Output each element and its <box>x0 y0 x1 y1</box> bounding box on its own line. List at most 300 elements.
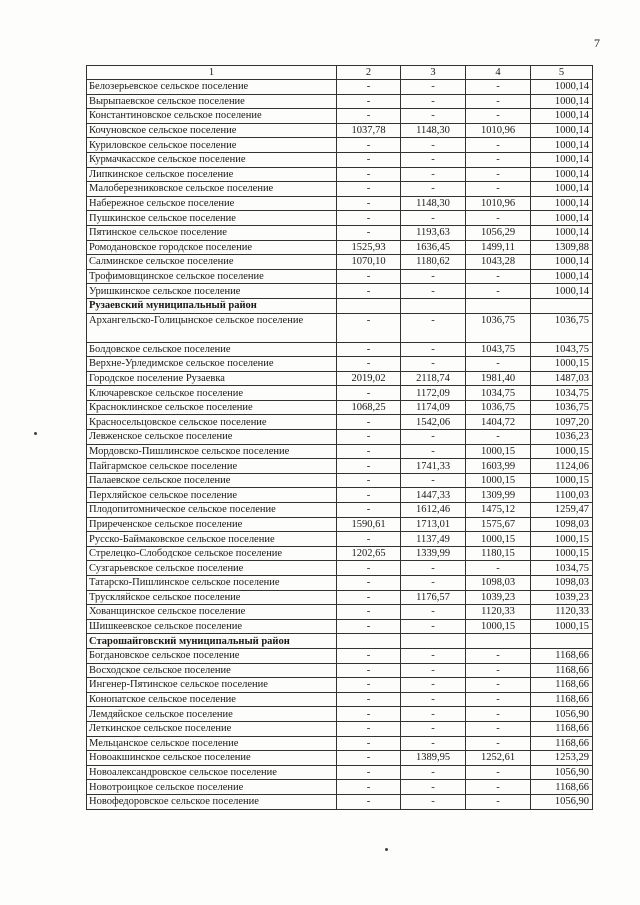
value-col-3-cell: - <box>401 80 466 95</box>
value-col-4-cell: 1475,12 <box>466 503 531 518</box>
value-col-2-cell: 1070,10 <box>337 255 401 270</box>
value-col-3-cell: - <box>401 663 466 678</box>
table-row <box>87 503 593 518</box>
value-col-2-cell: - <box>337 605 401 620</box>
empty-cell <box>337 298 401 313</box>
table-body <box>87 66 593 810</box>
value-col-5-cell: 1000,14 <box>531 80 593 95</box>
value-col-3-cell: - <box>401 736 466 751</box>
value-col-3-cell: - <box>401 721 466 736</box>
value-col-4-cell: 1575,67 <box>466 517 531 532</box>
table-row <box>87 109 593 124</box>
value-col-2-cell: - <box>337 780 401 795</box>
value-col-2-cell: - <box>337 430 401 445</box>
value-col-4-cell: 1036,75 <box>466 400 531 415</box>
value-col-4-cell: - <box>466 269 531 284</box>
value-col-4-cell: 1309,99 <box>466 488 531 503</box>
table-row <box>87 211 593 226</box>
value-col-5-cell: 1000,14 <box>531 255 593 270</box>
value-col-2-cell: - <box>337 415 401 430</box>
value-col-4-cell: 1043,28 <box>466 255 531 270</box>
value-col-2-cell: - <box>337 182 401 197</box>
value-col-4-cell: - <box>466 780 531 795</box>
district-name-cell: Старошайговский муниципальный район <box>87 634 337 649</box>
value-col-3-cell: - <box>401 576 466 591</box>
value-col-5-cell: 1000,14 <box>531 138 593 153</box>
value-col-5-cell: 1098,03 <box>531 517 593 532</box>
value-col-2-cell: 2019,02 <box>337 371 401 386</box>
value-col-5-cell: 1000,14 <box>531 123 593 138</box>
value-col-5-cell: 1036,75 <box>531 313 593 342</box>
table-row <box>87 94 593 109</box>
value-col-5-cell: 1036,23 <box>531 430 593 445</box>
value-col-3-cell: - <box>401 707 466 722</box>
value-col-5-cell: 1100,03 <box>531 488 593 503</box>
value-col-3-cell: 1447,33 <box>401 488 466 503</box>
value-col-2-cell: - <box>337 138 401 153</box>
settlement-name-cell: Богдановское сельское поселение <box>87 648 337 663</box>
value-col-4-cell: - <box>466 94 531 109</box>
value-col-4-cell: - <box>466 357 531 372</box>
table-row <box>87 459 593 474</box>
value-col-3-cell: 1339,99 <box>401 546 466 561</box>
value-col-2-cell: - <box>337 678 401 693</box>
value-col-3-cell: - <box>401 94 466 109</box>
header-col-5: 5 <box>531 66 593 80</box>
value-col-3-cell: - <box>401 692 466 707</box>
settlement-name-cell: Мельцанское сельское поселение <box>87 736 337 751</box>
table-row <box>87 225 593 240</box>
empty-cell <box>531 634 593 649</box>
scan-dot <box>385 848 388 851</box>
table-header-row <box>87 66 593 80</box>
table-row <box>87 794 593 809</box>
value-col-5-cell: 1036,75 <box>531 400 593 415</box>
value-col-2-cell: - <box>337 269 401 284</box>
value-col-2-cell: 1202,65 <box>337 546 401 561</box>
settlement-name-cell: Перхляйское сельское поселение <box>87 488 337 503</box>
settlements-table <box>86 65 593 810</box>
table-row <box>87 765 593 780</box>
table-row <box>87 400 593 415</box>
value-col-5-cell: 1000,15 <box>531 619 593 634</box>
value-col-5-cell: 1168,66 <box>531 780 593 795</box>
value-col-3-cell: 1180,62 <box>401 255 466 270</box>
value-col-3-cell: - <box>401 152 466 167</box>
table-row <box>87 546 593 561</box>
table-row <box>87 284 593 299</box>
settlement-name-cell: Городское поселение Рузаевка <box>87 371 337 386</box>
settlement-name-cell: Татарско-Пишлинское сельское поселение <box>87 576 337 591</box>
value-col-5-cell: 1120,33 <box>531 605 593 620</box>
value-col-4-cell: 1000,15 <box>466 444 531 459</box>
value-col-4-cell: - <box>466 794 531 809</box>
value-col-5-cell: 1000,15 <box>531 546 593 561</box>
value-col-4-cell: - <box>466 561 531 576</box>
table-row <box>87 473 593 488</box>
scan-dot <box>34 432 37 435</box>
settlement-name-cell: Малоберезниковское сельское поселение <box>87 182 337 197</box>
header-col-4: 4 <box>466 66 531 80</box>
settlement-name-cell: Ингенер-Пятинское сельское поселение <box>87 678 337 693</box>
value-col-3-cell: - <box>401 357 466 372</box>
settlement-name-cell: Пушкинское сельское поселение <box>87 211 337 226</box>
value-col-4-cell: 1180,15 <box>466 546 531 561</box>
settlement-name-cell: Сузгарьевское сельское поселение <box>87 561 337 576</box>
settlement-name-cell: Красносельцовское сельское поселение <box>87 415 337 430</box>
value-col-3-cell: 1542,06 <box>401 415 466 430</box>
value-col-5-cell: 1000,14 <box>531 196 593 211</box>
value-col-5-cell: 1000,14 <box>531 182 593 197</box>
value-col-2-cell: - <box>337 80 401 95</box>
value-col-5-cell: 1034,75 <box>531 561 593 576</box>
value-col-4-cell: 1603,99 <box>466 459 531 474</box>
table-row <box>87 240 593 255</box>
settlement-name-cell: Болдовское сельское поселение <box>87 342 337 357</box>
table-row <box>87 736 593 751</box>
settlement-name-cell: Вырыпаевское сельское поселение <box>87 94 337 109</box>
table-row <box>87 152 593 167</box>
value-col-4-cell: - <box>466 80 531 95</box>
value-col-3-cell: - <box>401 765 466 780</box>
value-col-4-cell: - <box>466 663 531 678</box>
value-col-3-cell: - <box>401 619 466 634</box>
value-col-3-cell: - <box>401 794 466 809</box>
settlement-name-cell: Новотроицкое сельское поселение <box>87 780 337 795</box>
table-row <box>87 357 593 372</box>
table-group-row <box>87 298 593 313</box>
settlement-name-cell: Шишкеевское сельское поселение <box>87 619 337 634</box>
value-col-2-cell: - <box>337 488 401 503</box>
value-col-4-cell: 1036,75 <box>466 313 531 342</box>
value-col-2-cell: - <box>337 167 401 182</box>
value-col-3-cell: 1193,63 <box>401 225 466 240</box>
settlement-name-cell: Уришкинское сельское поселение <box>87 284 337 299</box>
value-col-3-cell: - <box>401 430 466 445</box>
table-row <box>87 123 593 138</box>
value-col-4-cell: - <box>466 138 531 153</box>
value-col-2-cell: - <box>337 386 401 401</box>
settlement-name-cell: Леткинское сельское поселение <box>87 721 337 736</box>
value-col-3-cell: - <box>401 605 466 620</box>
value-col-5-cell: 1000,14 <box>531 167 593 182</box>
value-col-3-cell: 1148,30 <box>401 196 466 211</box>
value-col-4-cell: 1499,11 <box>466 240 531 255</box>
value-col-2-cell: - <box>337 751 401 766</box>
settlement-name-cell: Набережное сельское поселение <box>87 196 337 211</box>
settlement-name-cell: Константиновское сельское поселение <box>87 109 337 124</box>
table-row <box>87 415 593 430</box>
value-col-5-cell: 1487,03 <box>531 371 593 386</box>
value-col-5-cell: 1168,66 <box>531 692 593 707</box>
empty-cell <box>531 298 593 313</box>
settlement-name-cell: Ромодановское городское поселение <box>87 240 337 255</box>
value-col-4-cell: - <box>466 211 531 226</box>
table-row <box>87 751 593 766</box>
table-row <box>87 648 593 663</box>
table-row <box>87 576 593 591</box>
value-col-5-cell: 1000,14 <box>531 284 593 299</box>
table-row <box>87 663 593 678</box>
settlement-name-cell: Стрелецко-Слободское сельское поселение <box>87 546 337 561</box>
table-row <box>87 182 593 197</box>
value-col-5-cell: 1000,14 <box>531 109 593 124</box>
value-col-2-cell: - <box>337 663 401 678</box>
value-col-2-cell: 1037,78 <box>337 123 401 138</box>
value-col-2-cell: - <box>337 619 401 634</box>
value-col-2-cell: - <box>337 342 401 357</box>
value-col-4-cell: 1039,23 <box>466 590 531 605</box>
value-col-3-cell: - <box>401 678 466 693</box>
table-row <box>87 444 593 459</box>
settlement-name-cell: Кочуновское сельское поселение <box>87 123 337 138</box>
value-col-3-cell: - <box>401 473 466 488</box>
value-col-4-cell: 1404,72 <box>466 415 531 430</box>
settlement-name-cell: Липкинское сельское поселение <box>87 167 337 182</box>
value-col-4-cell: - <box>466 721 531 736</box>
value-col-2-cell: - <box>337 225 401 240</box>
value-col-5-cell: 1259,47 <box>531 503 593 518</box>
value-col-2-cell: - <box>337 152 401 167</box>
settlement-name-cell: Мордовско-Пишлинское сельское поселение <box>87 444 337 459</box>
value-col-2-cell: - <box>337 648 401 663</box>
value-col-4-cell: - <box>466 284 531 299</box>
table-row <box>87 488 593 503</box>
value-col-4-cell: 1043,75 <box>466 342 531 357</box>
empty-cell <box>466 298 531 313</box>
settlement-name-cell: Лемдяйское сельское поселение <box>87 707 337 722</box>
value-col-2-cell: - <box>337 794 401 809</box>
value-col-5-cell: 1309,88 <box>531 240 593 255</box>
settlement-name-cell: Трофимовщинское сельское поселение <box>87 269 337 284</box>
settlement-name-cell: Левженское сельское поселение <box>87 430 337 445</box>
value-col-3-cell: 1148,30 <box>401 123 466 138</box>
value-col-2-cell: - <box>337 736 401 751</box>
value-col-3-cell: - <box>401 648 466 663</box>
table-row <box>87 167 593 182</box>
settlement-name-cell: Плодопитомническое сельское поселение <box>87 503 337 518</box>
value-col-5-cell: 1039,23 <box>531 590 593 605</box>
value-col-3-cell: - <box>401 342 466 357</box>
value-col-2-cell: - <box>337 721 401 736</box>
value-col-5-cell: 1168,66 <box>531 663 593 678</box>
value-col-5-cell: 1168,66 <box>531 648 593 663</box>
value-col-5-cell: 1000,15 <box>531 357 593 372</box>
value-col-4-cell: 1056,29 <box>466 225 531 240</box>
table-row <box>87 196 593 211</box>
value-col-5-cell: 1000,14 <box>531 269 593 284</box>
value-col-4-cell: 1981,40 <box>466 371 531 386</box>
value-col-2-cell: - <box>337 561 401 576</box>
table-row <box>87 692 593 707</box>
value-col-2-cell: 1525,93 <box>337 240 401 255</box>
value-col-2-cell: - <box>337 109 401 124</box>
value-col-2-cell: 1590,61 <box>337 517 401 532</box>
value-col-5-cell: 1043,75 <box>531 342 593 357</box>
value-col-3-cell: 2118,74 <box>401 371 466 386</box>
table-row <box>87 269 593 284</box>
value-col-5-cell: 1168,66 <box>531 721 593 736</box>
value-col-5-cell: 1168,66 <box>531 678 593 693</box>
header-col-2: 2 <box>337 66 401 80</box>
value-col-4-cell: - <box>466 182 531 197</box>
table-row <box>87 721 593 736</box>
settlement-name-cell: Верхне-Урледимское сельское поселение <box>87 357 337 372</box>
value-col-2-cell: - <box>337 211 401 226</box>
settlement-name-cell: Куриловское сельское поселение <box>87 138 337 153</box>
table-row <box>87 371 593 386</box>
settlement-name-cell: Красноклинское сельское поселение <box>87 400 337 415</box>
value-col-5-cell: 1056,90 <box>531 707 593 722</box>
empty-cell <box>401 634 466 649</box>
value-col-3-cell: 1713,01 <box>401 517 466 532</box>
value-col-3-cell: - <box>401 780 466 795</box>
table-row <box>87 561 593 576</box>
table-row <box>87 430 593 445</box>
value-col-4-cell: - <box>466 152 531 167</box>
value-col-3-cell: 1636,45 <box>401 240 466 255</box>
table-row <box>87 780 593 795</box>
value-col-5-cell: 1000,15 <box>531 444 593 459</box>
value-col-5-cell: 1056,90 <box>531 765 593 780</box>
settlement-name-cell: Хованщинское сельское поселение <box>87 605 337 620</box>
table-row <box>87 590 593 605</box>
settlement-name-cell: Пятинское сельское поселение <box>87 225 337 240</box>
value-col-2-cell: 1068,25 <box>337 400 401 415</box>
value-col-5-cell: 1253,29 <box>531 751 593 766</box>
value-col-2-cell: - <box>337 707 401 722</box>
value-col-4-cell: 1000,15 <box>466 473 531 488</box>
settlement-name-cell: Салминское сельское поселение <box>87 255 337 270</box>
value-col-2-cell: - <box>337 284 401 299</box>
value-col-5-cell: 1034,75 <box>531 386 593 401</box>
value-col-2-cell: - <box>337 692 401 707</box>
empty-cell <box>337 634 401 649</box>
value-col-5-cell: 1124,06 <box>531 459 593 474</box>
settlement-name-cell: Новофедоровское сельское поселение <box>87 794 337 809</box>
value-col-2-cell: - <box>337 576 401 591</box>
value-col-5-cell: 1000,14 <box>531 152 593 167</box>
value-col-5-cell: 1000,15 <box>531 473 593 488</box>
table-row <box>87 517 593 532</box>
value-col-3-cell: 1174,09 <box>401 400 466 415</box>
table-row <box>87 138 593 153</box>
settlement-name-cell: Трускляйское сельское поселение <box>87 590 337 605</box>
value-col-3-cell: - <box>401 138 466 153</box>
value-col-4-cell: - <box>466 167 531 182</box>
table-row <box>87 80 593 95</box>
table-row <box>87 532 593 547</box>
value-col-4-cell: - <box>466 736 531 751</box>
settlement-name-cell: Архангельско-Голицынское сельское поселение <box>87 313 337 342</box>
table-row <box>87 342 593 357</box>
value-col-3-cell: 1612,46 <box>401 503 466 518</box>
settlement-name-cell: Приреченское сельское поселение <box>87 517 337 532</box>
table-row <box>87 605 593 620</box>
header-col-3: 3 <box>401 66 466 80</box>
value-col-3-cell: 1389,95 <box>401 751 466 766</box>
value-col-4-cell: 1000,15 <box>466 532 531 547</box>
empty-cell <box>466 634 531 649</box>
value-col-4-cell: 1098,03 <box>466 576 531 591</box>
value-col-4-cell: - <box>466 648 531 663</box>
value-col-4-cell: 1252,61 <box>466 751 531 766</box>
value-col-2-cell: - <box>337 473 401 488</box>
value-col-5-cell: 1000,15 <box>531 532 593 547</box>
empty-cell <box>401 298 466 313</box>
settlement-name-cell: Пайгармское сельское поселение <box>87 459 337 474</box>
value-col-3-cell: - <box>401 561 466 576</box>
value-col-5-cell: 1000,14 <box>531 225 593 240</box>
value-col-4-cell: - <box>466 430 531 445</box>
value-col-3-cell: - <box>401 444 466 459</box>
value-col-3-cell: 1176,57 <box>401 590 466 605</box>
settlement-name-cell: Курмачкасское сельское поселение <box>87 152 337 167</box>
value-col-2-cell: - <box>337 444 401 459</box>
table-group-row <box>87 634 593 649</box>
settlement-name-cell: Палаевское сельское поселение <box>87 473 337 488</box>
value-col-3-cell: 1137,49 <box>401 532 466 547</box>
header-col-1: 1 <box>87 66 337 80</box>
value-col-4-cell: 1120,33 <box>466 605 531 620</box>
table-row <box>87 619 593 634</box>
value-col-5-cell: 1000,14 <box>531 94 593 109</box>
settlement-name-cell: Белозерьевское сельское поселение <box>87 80 337 95</box>
value-col-4-cell: 1034,75 <box>466 386 531 401</box>
value-col-4-cell: - <box>466 707 531 722</box>
value-col-3-cell: - <box>401 313 466 342</box>
value-col-3-cell: - <box>401 182 466 197</box>
value-col-4-cell: 1010,96 <box>466 196 531 211</box>
table-row <box>87 386 593 401</box>
value-col-3-cell: - <box>401 269 466 284</box>
value-col-4-cell: - <box>466 765 531 780</box>
value-col-2-cell: - <box>337 590 401 605</box>
value-col-5-cell: 1168,66 <box>531 736 593 751</box>
value-col-3-cell: 1172,09 <box>401 386 466 401</box>
value-col-4-cell: 1010,96 <box>466 123 531 138</box>
value-col-2-cell: - <box>337 313 401 342</box>
district-name-cell: Рузаевский муниципальный район <box>87 298 337 313</box>
value-col-3-cell: 1741,33 <box>401 459 466 474</box>
value-col-2-cell: - <box>337 765 401 780</box>
settlement-name-cell: Восходское сельское поселение <box>87 663 337 678</box>
value-col-4-cell: - <box>466 109 531 124</box>
value-col-2-cell: - <box>337 459 401 474</box>
value-col-3-cell: - <box>401 211 466 226</box>
value-col-2-cell: - <box>337 532 401 547</box>
value-col-3-cell: - <box>401 167 466 182</box>
value-col-4-cell: - <box>466 678 531 693</box>
value-col-3-cell: - <box>401 109 466 124</box>
table-row <box>87 707 593 722</box>
value-col-5-cell: 1097,20 <box>531 415 593 430</box>
value-col-4-cell: - <box>466 692 531 707</box>
value-col-4-cell: 1000,15 <box>466 619 531 634</box>
value-col-2-cell: - <box>337 94 401 109</box>
settlement-name-cell: Ключаревское сельское поселение <box>87 386 337 401</box>
value-col-5-cell: 1000,14 <box>531 211 593 226</box>
page-number: 7 <box>594 36 600 50</box>
settlement-name-cell: Русско-Баймаковское сельское поселение <box>87 532 337 547</box>
value-col-5-cell: 1098,03 <box>531 576 593 591</box>
settlement-name-cell: Новоакшинское сельское поселение <box>87 751 337 766</box>
value-col-3-cell: - <box>401 284 466 299</box>
table-row <box>87 678 593 693</box>
value-col-2-cell: - <box>337 196 401 211</box>
table-row <box>87 255 593 270</box>
value-col-2-cell: - <box>337 357 401 372</box>
